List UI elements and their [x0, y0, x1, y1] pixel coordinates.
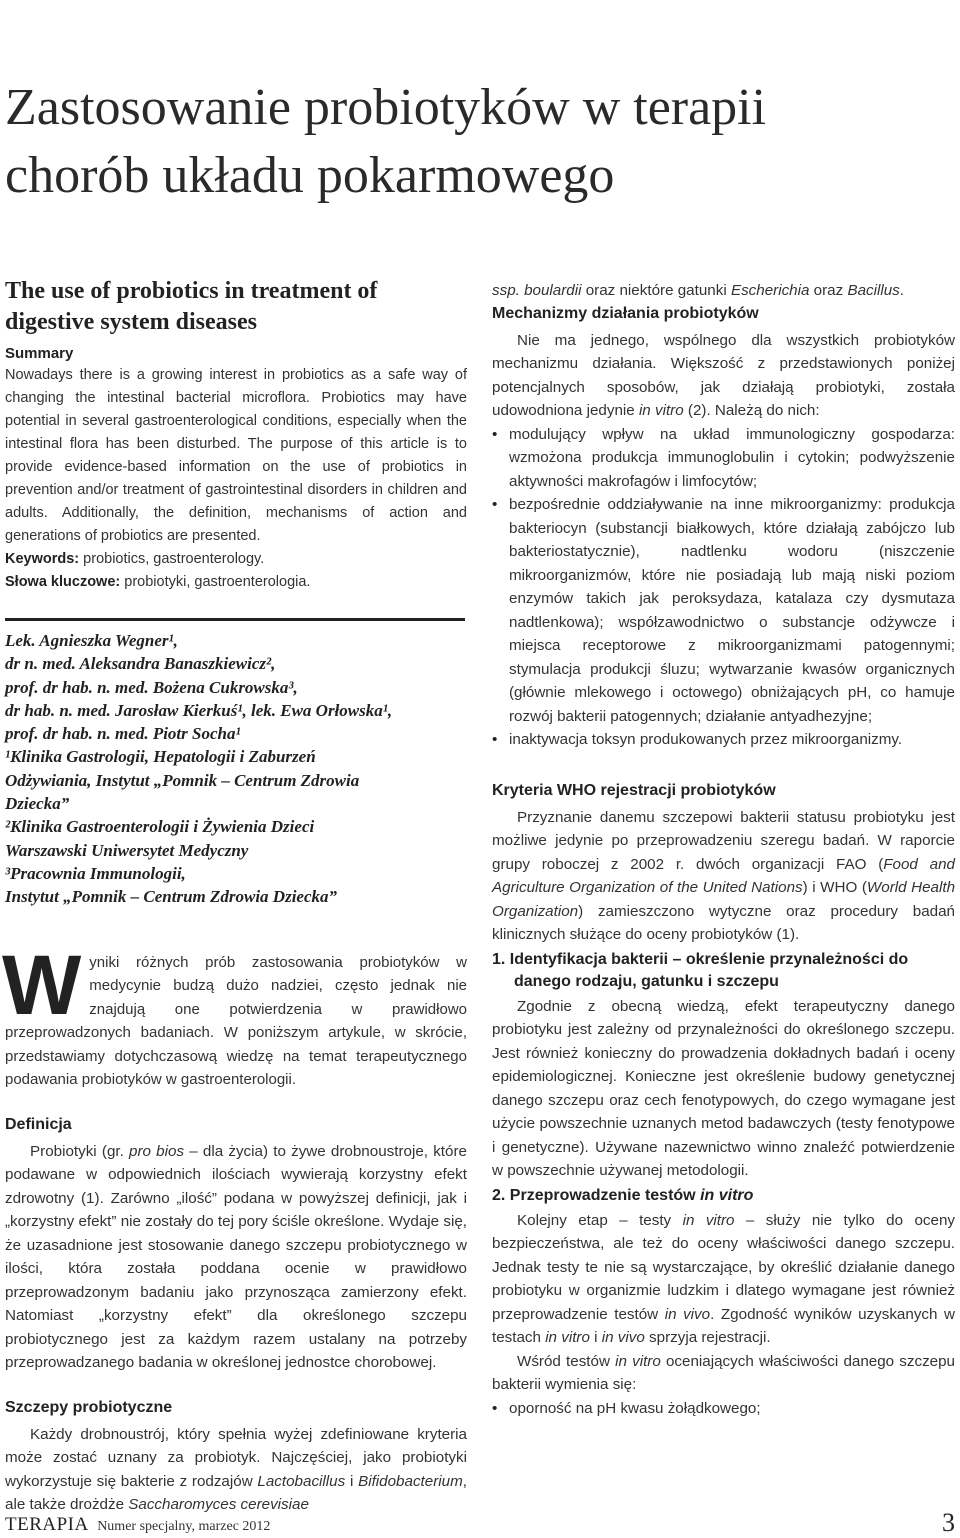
journal-name: TERAPIA [5, 1514, 89, 1535]
list-item: • modulujący wpływ na układ immunologiczny gospodarza: wzmożona produkcja immunoglobulin i cytokin; podwyższenie aktywności makrofagów i limfocytów; [492, 423, 955, 494]
affiliation-line: Instytut „Pomnik – Centrum Zdrowia Dziecka” [5, 887, 338, 907]
page-number: 3 [942, 1508, 955, 1537]
english-title-line-2: digestive system diseases [5, 309, 257, 335]
mechanism-list [492, 423, 955, 752]
affiliation-line: ²Klinika Gastroenterologii i Żywienia Dzieci [5, 817, 315, 837]
section-1-heading: 1. Identyfikacja bakterii – określenie przynależności do danego rodzaju, gatunku i szczepu [492, 950, 909, 990]
english-title-line-1: The use of probiotics in treatment of [5, 278, 378, 304]
section-2-heading: 2. Przeprowadzenie testów in vitro [492, 1186, 754, 1204]
intro-text: yniki różnych prób zastosowania probiotyków w medycynie budzą dużo nadziei, często jednak nie znajdują one potwierdzenia w prawidłowo przeprowadzonych badaniach. W poniższym artykule, w skrócie, przedstawiamy dotychczasową wiedzę na temat terapeutycznego podawania probiotyków w gastroenterologii. [5, 953, 467, 1089]
page-title [5, 74, 955, 210]
intro-paragraph [2, 937, 467, 1092]
who-paragraph: Przyznanie danemu szczepowi bakterii statusu probiotyku jest możliwe jedynie po przeprowadzeniu szeregu badań. W raporcie grupy roboczej z 2002 r. dwóch organizacji FAO (Food and Agriculture Organization of the United Nations) i WHO (World Health Organization) zamieszczono wytyczne oraz procedury badań klinicznych służące do oceny probiotyków (1). [492, 808, 956, 943]
affiliation-line: Odżywiania, Instytut „Pomnik – Centrum Zdrowia [5, 770, 360, 790]
section-divider [5, 618, 465, 621]
keywords-value: probiotics, gastroenterology. [83, 551, 265, 567]
author-line: prof. dr hab. n. med. Piotr Socha¹ [5, 724, 241, 744]
section-2-paragraph-2: Wśród testów in vitro oceniających właściwości danego szczepu bakterii wymienia się: [492, 1352, 956, 1393]
summary-text: Nowadays there is a growing interest in probiotics as a safe way of changing the intestinal bacterial microflora. Probiotics may have potential in several gastroenterological conditions, especially when the intestinal flora has been disturbed. The purpose of this article is to provide evidence-based information on the use of probiotics in prevention and/or treatment of gastrointestinal disorders in children and adults. Additionally, the definition, mechanisms of action and generations of probiotics are presented. [5, 367, 467, 544]
slowa-kluczowe [5, 571, 467, 594]
english-title [5, 276, 467, 338]
szczepy-heading: Szczepy probiotyczne [5, 1398, 173, 1416]
mechanizmy-heading: Mechanizmy działania probiotyków [492, 304, 759, 322]
affiliation-line: ³Pracownia Immunologii, [5, 863, 186, 883]
left-column [2, 276, 467, 1517]
slowa-value: probiotyki, gastroenterologia. [124, 574, 311, 590]
author-line: dr hab. n. med. Jarosław Kierkuś¹, lek. Ewa Orłowska¹, [5, 700, 393, 720]
slowa-label: Słowa kluczowe: [5, 574, 121, 590]
page-footer [5, 1508, 955, 1537]
affiliation-line: Dziecka” [5, 794, 70, 814]
section-1-paragraph: Zgodnie z obecną wiedzą, efekt terapeutyczny danego probiotyku jest zależny od przynależności do określonego szczepu. Jest również konieczny do prowadzenia dokładnych badań i oceny epidemiologicznej. Konieczne jest określenie budowy genetycznej danego szczepu oraz cech fenotypowych, do czego wymagane jest użycie powszechnie uznanych metod badawczych (testy fenotypowe i genetyczne). Używane nazewnictwo winno znaleźć potwierdzenie w powszechnie używanej metodologii. [492, 997, 955, 1179]
list-item: • oporność na pH kwasu żołądkowego; [492, 1397, 955, 1421]
tests-list [492, 1397, 955, 1421]
author-line: dr n. med. Aleksandra Banaszkiewicz², [5, 654, 276, 674]
affiliation-line: Warszawski Uniwersytet Medyczny [5, 840, 249, 860]
title-line-2: chorób układu pokarmowego [5, 147, 615, 205]
author-line: prof. dr hab. n. med. Bożena Cukrowska³, [5, 677, 298, 697]
affiliation-line: ¹Klinika Gastrologii, Hepatologii i Zaburzeń [5, 747, 316, 767]
author-line: Lek. Agnieszka Wegner¹, [5, 631, 178, 650]
summary-heading: Summary [5, 345, 74, 362]
right-column [492, 279, 955, 1420]
issue-info: Numer specjalny, marzec 2012 [97, 1519, 271, 1534]
authors-block [5, 629, 467, 909]
section-2-paragraph: Kolejny etap – testy in vitro – służy nie tylko do oceny bezpieczeństwa, ale też do oceny właściwości danego szczepu. Jednak testy te nie są wystarczające, by określić działanie danego probiotyku w organizmie ludzkim i dlatego wymagane jest również przeprowadzenie testów in vivo. Zgodność wyników uzyskanych w testach in vitro i in vivo sprzyja rejestracji. [492, 1211, 955, 1346]
definicja-heading: Definicja [5, 1115, 72, 1133]
drop-cap: W [2, 937, 82, 1032]
keywords [5, 548, 467, 571]
mechanizmy-paragraph: Nie ma jednego, wspólnego dla wszystkich probiotyków mechanizmu działania. Większość z przedstawionych poniżej potencjalnych sposobów, jak działają probiotyki, została udowodniona jedynie in vitro (2). Należą do nich: [492, 331, 955, 419]
keywords-label: Keywords: [5, 551, 80, 567]
list-item: • bezpośrednie oddziaływanie na inne mikroorganizmy: produkcja bakteriocyn (substancji białkowych, które działają zabójczo lub bakteriostatycznie), nadtlenku wodoru (niszczenie mikroorganizmów, które nie posiadają lub mają niski poziom enzymów takich jak peroksydaza, katalaza czy dysmutaza nadtlenkowa); współzawodnictwo o substancje odżywcze i miejsca receptorowe z mikroorganizmami patogennymi; stymulacja produkcji śluzu; wytwarzanie kwasów organicznych (głównie mlekowego i octowego) obniżających pH, co hamuje rozwój bakterii patogennych; działanie antyadhezyjne; [492, 493, 955, 728]
list-item: • inaktywacja toksyn produkowanych przez mikroorganizmy. [492, 728, 955, 752]
szczepy-paragraph: Każdy drobnoustrój, który spełnia wyżej zdefiniowane kryteria może zostać uznany za probiotyk. Najczęściej, jako probiotyki wykorzystuje się bakterie z rodzajów Lactobacillus i Bifidobacterium, ale także drożdże Saccharomyces cerevisiae [5, 1425, 467, 1514]
continuation-line: ssp. boulardii oraz niektóre gatunki Escherichia oraz Bacillus. [492, 282, 905, 299]
who-heading: Kryteria WHO rejestracji probiotyków [492, 781, 776, 799]
title-line-1: Zastosowanie probiotyków w terapii [5, 79, 767, 136]
definicja-paragraph: Probiotyki (gr. pro bios – dla życia) to żywe drobnoustroje, które podawane w odpowiednich ilościach wywierają korzystny efekt zdrowotny (1). Zarówno „ilość” podana w powyższej definicji, jak i „korzystny efekt” nie zostały do tej pory ściśle określone. Wydaje się, że uzasadnione jest stosowanie danego szczepu probiotycznego w ilości, która została poddana ocenie w prawidłowo przeprowadzonym badaniu jako przynosząca zamierzony efekt. Natomiast „korzystny efekt” dla określonego szczepu probiotycznego jest za każdym razem ustalany na potrzeby przeprowadzanego badania w określonej jednostce chorobowej. [5, 1142, 467, 1372]
